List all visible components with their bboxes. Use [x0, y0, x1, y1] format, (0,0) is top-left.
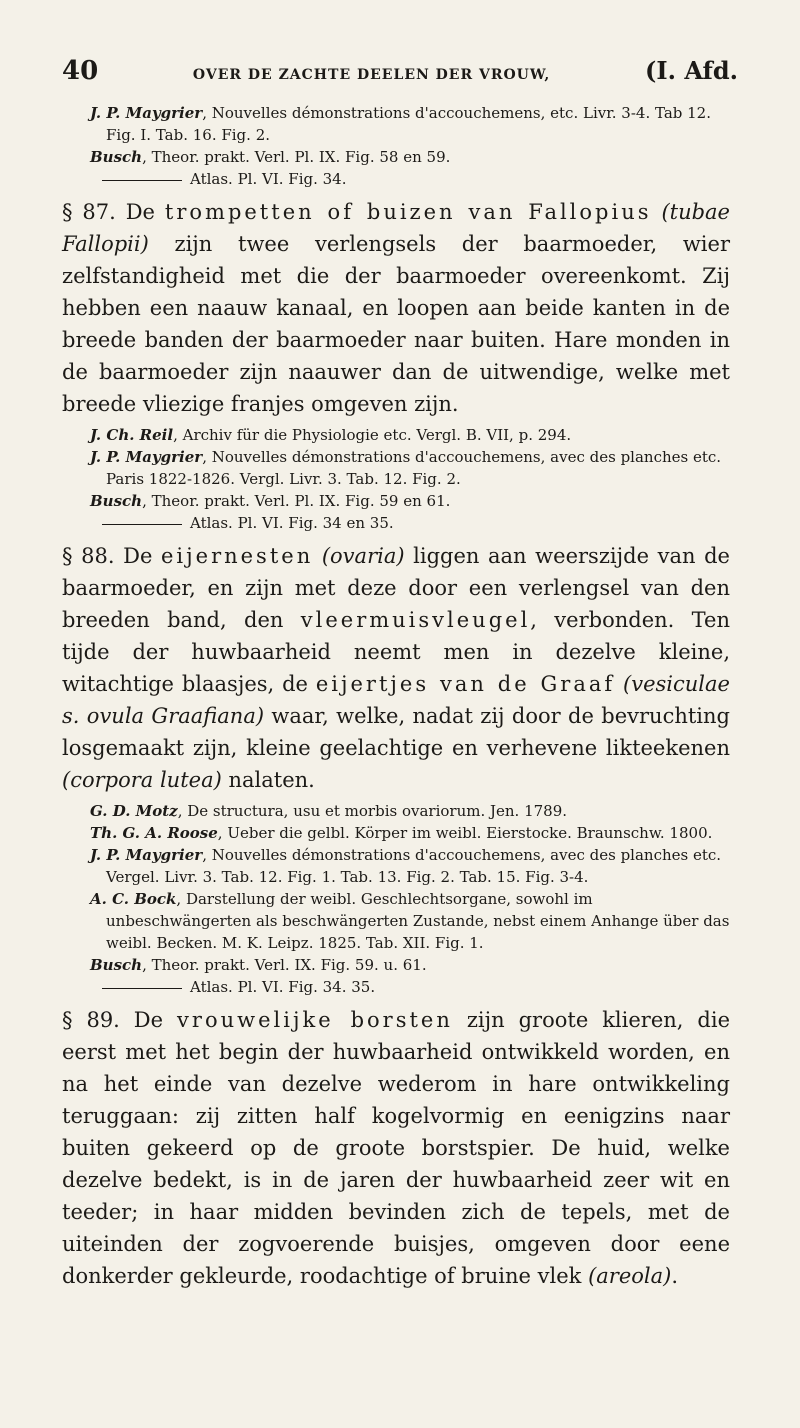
reference: J. P. Maygrier, Nouvelles démonstrations d'accouchemens, etc. Livr. 3-4. Tab 12. Fig. I. Tab. 16. Fig. 2. — [90, 104, 711, 144]
reference: J. P. Maygrier, Nouvelles démonstrations d'accouchemens, avec des planches etc. Vergel. Livr. 3. Tab. 12. Fig. 1. Tab. 13. Fig. 2. Tab. 15. Fig. 3-4. — [90, 846, 722, 886]
running-title: OVER DE ZACHTE DEELEN DER VROUW, — [192, 67, 551, 83]
ditto-dash — [102, 988, 182, 989]
references-top — [90, 102, 730, 190]
section-89: § 89. De vrouwelijke borsten zijn groote klieren, die eerst met het begin der huwbaarheid ontwikkeld worden, en na het einde van dezelve wederom in hare ontwikkeling teruggaan: zij zitten half kogelvormig en eenigzins naar buiten gekeerd op de groote borstspier. De huid, welke dezelve bedekt, is in de jaren der huwbaarheid zeer wit en teeder; in haar midden bevinden zich de tepels, met de uiteinden der zogvoerende buisjes, omgeven door eene donkerder gekleurde, roodachtige of bruine vlek (areola). — [62, 1008, 730, 1288]
references-88 — [90, 800, 730, 998]
page-number: 40 — [62, 56, 99, 86]
reference: J. Ch. Reil, Archiv für die Physiologie etc. Vergl. B. VII, p. 294. — [90, 426, 572, 444]
reference: Atlas. Pl. VI. Fig. 34 en 35. — [90, 512, 730, 534]
part-label: (I. Afd. — [645, 56, 738, 85]
reference: A. C. Bock, Darstellung der weibl. Geschlechtsorgane, sowohl im unbeschwängerten als beschwängerten Zustande, nebst einem Anhange über das weibl. Becken. M. K. Leipz. 1825. Tab. XII. Fig. 1. — [90, 890, 730, 952]
ditto-dash — [102, 180, 182, 181]
reference: Busch, Theor. prakt. Verl. Pl. IX. Fig. 59 en 61. — [90, 492, 451, 510]
references-87 — [90, 424, 730, 534]
page-header — [62, 56, 738, 100]
reference: Busch, Theor. prakt. Verl. IX. Fig. 59. u. 61. — [90, 956, 427, 974]
reference: Atlas. Pl. VI. Fig. 34. 35. — [90, 976, 730, 998]
page-body — [62, 102, 730, 1292]
reference: Th. G. A. Roose, Ueber die gelbl. Körper im weibl. Eierstocke. Braunschw. 1800. — [90, 824, 713, 842]
ditto-dash — [102, 524, 182, 525]
reference: Busch, Theor. prakt. Verl. Pl. IX. Fig. 58 en 59. — [90, 148, 451, 166]
reference: G. D. Motz, De structura, usu et morbis ovariorum. Jen. 1789. — [90, 802, 568, 820]
section-88: § 88. De eijernesten (ovaria) liggen aan weerszijde van de baarmoeder, en zijn met deze door een verlengsel van den breeden band, den vleermuisvleugel, verbonden. Ten tijde der huwbaarheid neemt men in dezelve kleine, witachtige blaasjes, de eijertjes van de Graaf (vesiculae s. ovula Graafiana) waar, welke, nadat zij door de bevruchting losgemaakt zijn, kleine geelachtige en verhevene likteekenen (corpora lutea) nalaten. — [62, 544, 730, 792]
reference: J. P. Maygrier, Nouvelles démonstrations d'accouchemens, avec des planches etc. Paris 1822-1826. Vergl. Livr. 3. Tab. 12. Fig. 2. — [90, 448, 722, 488]
reference: Atlas. Pl. VI. Fig. 34. — [90, 168, 730, 190]
section-87: § 87. De trompetten of buizen van Fallopius (tubae Fallopii) zijn twee verlengsels der baarmoeder, wier zelfstandigheid met die der baarmoeder overeenkomt. Zij hebben een naauw kanaal, en loopen aan beide kanten in de breede banden der baarmoeder naar buiten. Hare monden in de baarmoeder zijn naauwer dan de uitwendige, welke met breede vliezige franjes omgeven zijn. — [62, 200, 730, 416]
